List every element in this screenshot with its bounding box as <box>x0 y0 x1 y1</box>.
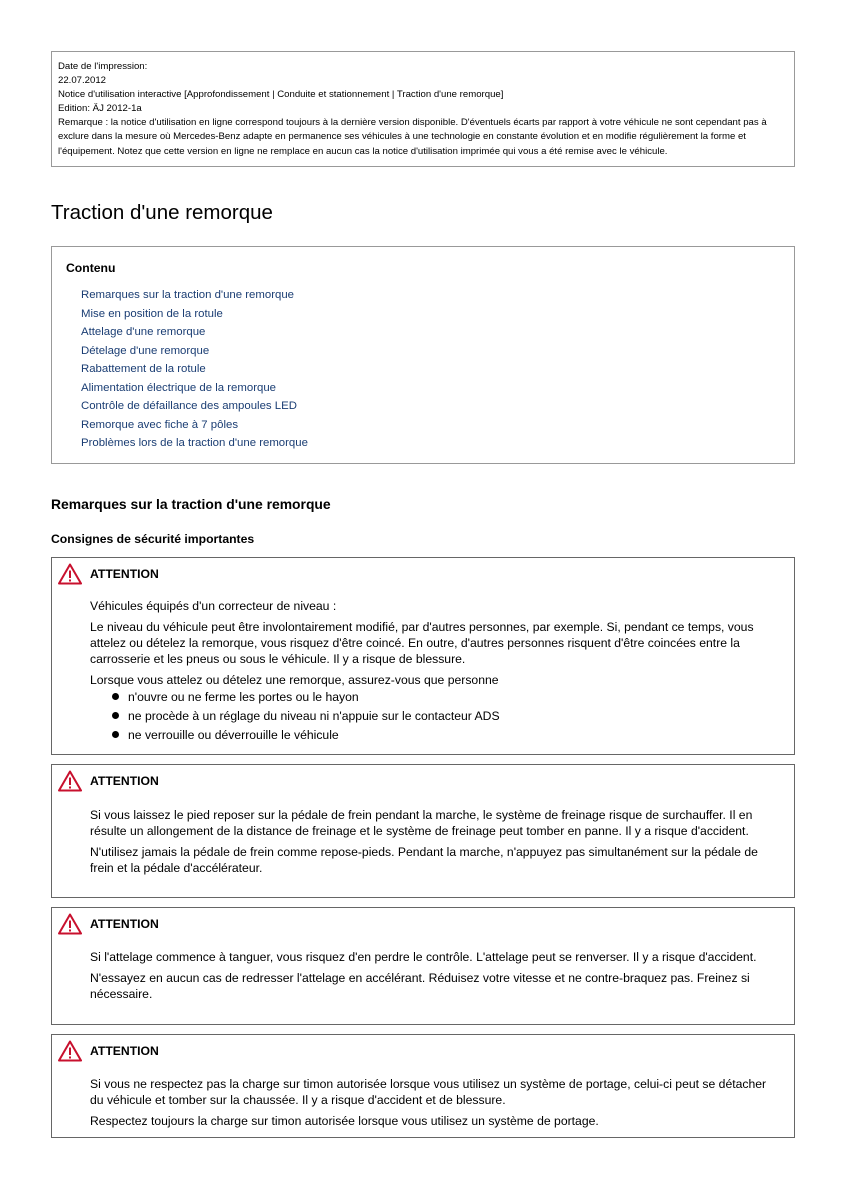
toc-link[interactable]: Rabattement de la rotule <box>81 363 206 375</box>
toc-link[interactable]: Remorque avec fiche à 7 pôles <box>81 418 239 431</box>
print-date-label: Date de l'impression: <box>58 61 148 72</box>
toc-link[interactable]: Remarques sur la traction d'une remorque <box>81 289 295 301</box>
page-title: Traction d'une remorque <box>51 201 273 224</box>
toc-link[interactable]: Alimentation électrique de la remorque <box>81 381 277 394</box>
section-title: Remarques sur la traction d'une remorque <box>51 496 331 512</box>
edition-text: Edition: ÄJ 2012-1a <box>58 103 142 115</box>
safety-subtitle: Consignes de sécurité importantes <box>51 532 255 546</box>
warning-box <box>51 1034 795 1138</box>
warning-label: ATTENTION <box>90 1044 159 1058</box>
warning-label: ATTENTION <box>90 917 159 931</box>
list-item <box>112 726 782 745</box>
bullet-icon <box>112 712 119 719</box>
bullet-text: ne verrouille ou déverrouille le véhicule <box>128 727 339 742</box>
warning-body <box>90 1076 782 1134</box>
print-remark: Remarque : la notice d'utilisation en ligne correspond toujours à la dernière version disponible. D'éventuels écarts par rapport à votre véhicule ne sont cependant pas à exclure dans la mesure où Mercedes-Benz adapte en permanence ses véhicules à une technologie en constante évolution et en modifie régulièrement la forme et l'équipement. Notez que cette version en ligne ne remplace en aucun cas la notice d'utilisation imprimée qui vous a été remise avec le véhicule. <box>58 117 767 157</box>
warning-triangle-icon <box>58 770 82 792</box>
warning-paragraph: Respectez toujours la charge sur timon autorisée lorsque vous utilisez un système de portage. <box>90 1114 599 1129</box>
warning-paragraph: Lorsque vous attelez ou dételez une remorque, assurez-vous que personne <box>90 673 499 688</box>
bullet-icon <box>112 731 119 738</box>
bullet-icon <box>112 693 119 700</box>
warning-triangle-icon <box>58 1040 82 1062</box>
warning-paragraph: Si vous ne respectez pas la charge sur timon autorisée lorsque vous utilisez un système de portage, celui-ci peut se détacher du véhicule et tomber sur la chaussée. Il y a risque d'accident et de blessure. <box>90 1077 767 1108</box>
warning-paragraph: N'essayez en aucun cas de redresser l'attelage en accélérant. Réduisez votre vitesse et ne contre-braquez pas. Freinez si nécessaire. <box>90 971 750 1002</box>
warning-paragraph: Si vous laissez le pied reposer sur la pédale de frein pendant la marche, le système de freinage risque de surchauffer. Il en résulte un allongement de la distance de freinage et le système de freinage peut tomber en panne. Il y a risque d'accident. <box>90 808 753 839</box>
bullet-text: ne procède à un réglage du niveau ni n'appuie sur le contacteur ADS <box>128 709 500 724</box>
warning-triangle-icon <box>58 913 82 935</box>
print-info-box <box>51 51 795 167</box>
print-date-value: 22.07.2012 <box>58 75 107 87</box>
warning-paragraph: N'utilisez jamais la pédale de frein comme repose-pieds. Pendant la marche, n'appuyez pas simultanément sur la pédale de frein et la pédale d'accélérateur. <box>90 845 758 876</box>
warning-label: ATTENTION <box>90 567 159 581</box>
warning-paragraph: Le niveau du véhicule peut être involontairement modifié, par d'autres personnes, par exemple. Si, pendant ce temps, vous attelez ou dételez la remorque, vous risquez d'être coincé. En outre, d'autres personnes risquent d'être coincées entre la carrosserie et les pneus ou sous le véhicule. Il y a risque de blessure. <box>90 620 754 667</box>
toc-list <box>81 286 308 453</box>
warning-box <box>51 557 795 755</box>
warning-paragraph: Si l'attelage commence à tanguer, vous risquez d'en perdre le contrôle. L'attelage peut se renverser. Il y a risque d'accident. <box>90 950 757 964</box>
warning-body <box>90 598 782 744</box>
list-item <box>112 707 782 726</box>
table-of-contents <box>51 246 795 464</box>
toc-link[interactable]: Mise en position de la rotule <box>81 307 223 320</box>
warning-box <box>51 907 795 1025</box>
warning-body <box>90 949 782 1007</box>
list-item <box>112 688 782 707</box>
print-breadcrumb: Notice d'utilisation interactive [Approfondissement | Conduite et stationnement | Traction d'une remorque] <box>58 89 504 101</box>
toc-link[interactable]: Attelage d'une remorque <box>81 326 206 338</box>
warning-body <box>90 807 782 881</box>
toc-heading: Contenu <box>66 261 116 275</box>
warning-label: ATTENTION <box>90 774 159 788</box>
warning-bullet-list <box>90 688 782 744</box>
toc-link[interactable]: Problèmes lors de la traction d'une remorque <box>81 437 308 449</box>
toc-link[interactable]: Contrôle de défaillance des ampoules LED <box>81 400 297 412</box>
warning-triangle-icon <box>58 563 82 585</box>
bullet-text: n'ouvre ou ne ferme les portes ou le hayon <box>128 690 359 705</box>
warning-paragraph: Véhicules équipés d'un correcteur de niveau : <box>90 599 337 613</box>
toc-link[interactable]: Dételage d'une remorque <box>81 344 210 357</box>
warning-box <box>51 764 795 898</box>
